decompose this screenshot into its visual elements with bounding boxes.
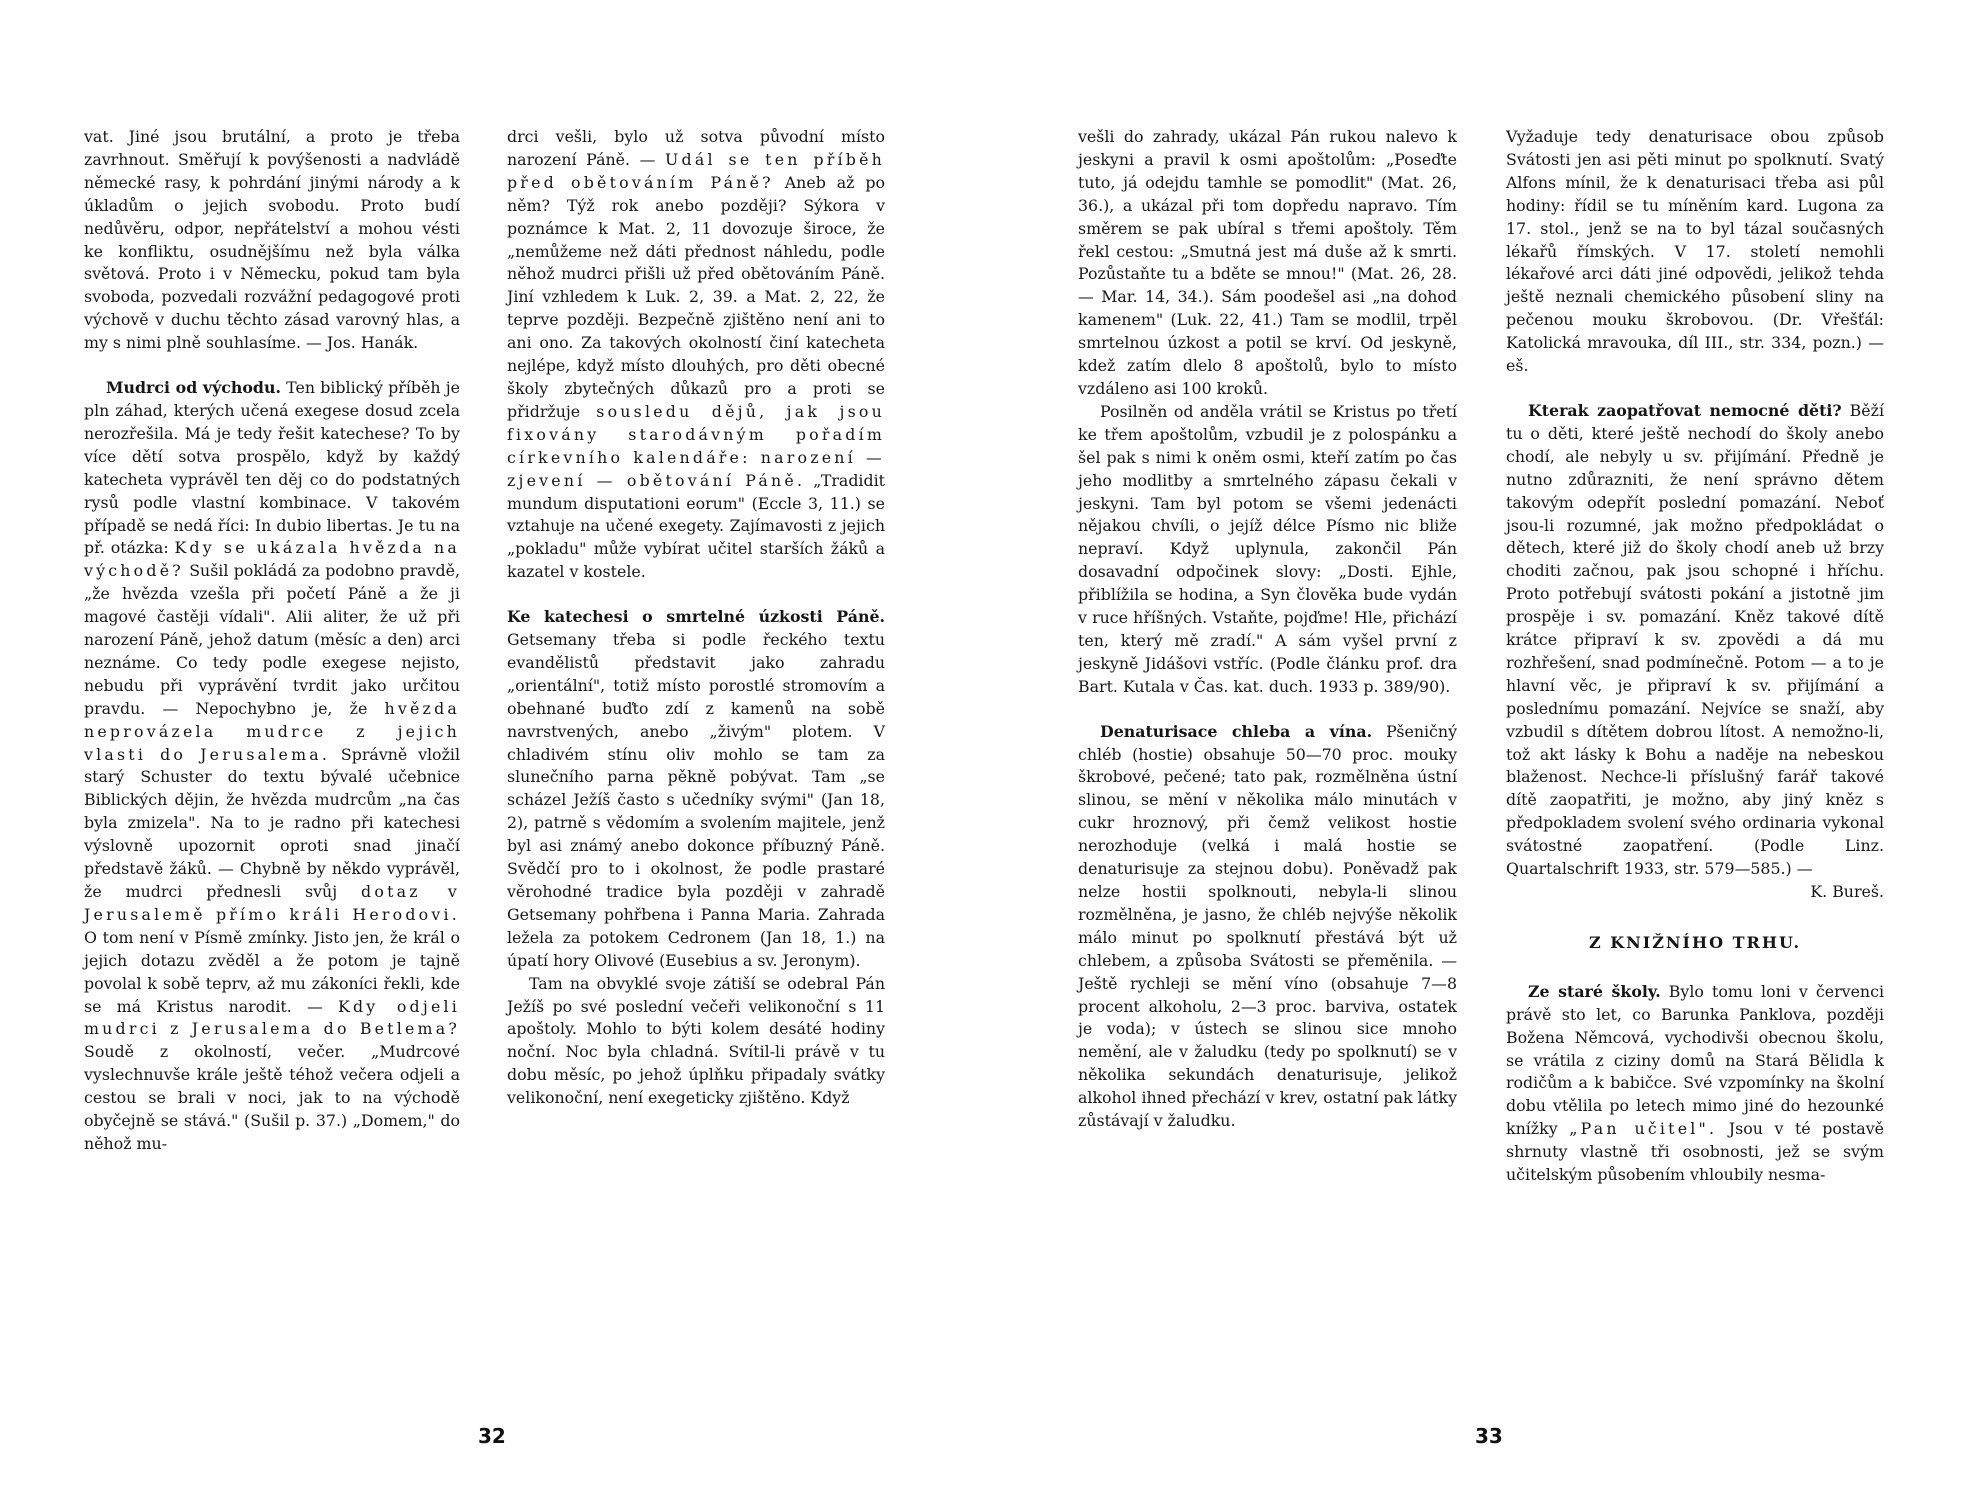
paragraph-garden: vešli do zahrady, ukázal Pán rukou nalevo k jeskyni a pravil k osmi apoštolům: „Poseďte tuto, já odejdu tamhle se pomodlit" (Mat. 26, 36.), a ukázal při tom dopředu napravo. Tím směrem se pak ubíral s třemi apoštoly. Těm řekl cestou: „Smutná jest má duše až k smrti. Pozůstaňte tu a bděte se mnou!" (Mat. 26, 28. — Mar. 14, 34.). Sám poodešel asi „na dohod kamenem" (Luk. 22, 41.) Tam se modlil, trpěl smrtelnou úzkost a potil se krví. Od jeskyně, kdež zatím dlelo 8 apoštolů, bylo to místo vzdáleno asi 100 kroků. [1078, 127, 1457, 398]
paragraph-denaturation-continued: Vyžaduje tedy denaturisace obou způsob Svátosti jen asi pěti minut po spolknutí. Svatý Alfons mínil, že k denaturisaci třeba asi půl hodiny: řídil se tu míněním kard. Lugona za 17. stol., jenž se na to byl tázal současných lékařů římských. V 17. století nemohli lékařové arci dáti jiné odpovědi, jelikož tehda ještě neznali chemického působení sliny na pečenou mouku škrobovou. (Dr. Vřešťál: Katolická mravouka, díl III., str. 334, pozn.) —eš. [1506, 127, 1884, 376]
right-page-column-1 [1078, 126, 1457, 1133]
page-number: 33 [1475, 1424, 1503, 1448]
left-page-column-1 [84, 126, 460, 1156]
right-page-column-2 [1506, 126, 1884, 1187]
paragraph-sick-children: Kterak zaopatřovat nemocné děti? Běží tu o děti, které ještě nechodí do školy anebo chodí, ale nebyly u sv. přijímání. Předně je nutno zdůrazniti, že není správno dětem takovým odepřít poslední pomazání. Neboť jsou-li rozumné, jak možno předpokládat o dětech, které již do školy chodí aneb už brzy choditi začnou, pak jsou schopné i hříchu. Proto potřebují svátosti pokání a jistotně jim prospěje i sv. pomazání. Kněz takové dítě krátce připraví k sv. zpovědi a dá mu rozhřešení, snad podmínečně. Potom — a to je hlavní věc, je připraví k sv. přijímání a poslednímu pomazání. Nejvíce se snaží, aby vzbudil s dítětem dobrou lítost. A nemožno-li, tož akt lásky k Bohu a naděje na nebeskou blaženost. Nechce-li příslušný farář takové dítě zaopatřiti, je možno, aby jiný kněz s předpokladem svolení svého ordinaria vykonal svátostné zaopatření. (Podle Linz. Quartalschrift 1933, str. 579—585.) — [1506, 400, 1884, 879]
paragraph-strengthened: Posilněn od anděla vrátil se Kristus po třetí ke třem apoštolům, vzbudil je z polospánku a šel pak s nimi k oněm osmi, kteří zatím po čas jeho modlitby a smrtelného zápasu čekali v jeskyni. Tam byl potom se všemi jedenácti nějakou chvíli, o jejíž délce Písmo nic bliže nepraví. Když uplynula, zakončil Pán dosavadní odpočinek slovy: „Dosti. Ejhle, přiblížila se hodina, a Syn člověka bude vydán v ruce hříšných. Vstaňte, pojďme! Hle, přichází ten, který mě zradí." A sám vyšel první z jeskyně Jidášovi vstříc. (Podle článku prof. dra Bart. Kutala v Čas. kat. duch. 1933 p. 389/90). [1078, 401, 1457, 696]
paragraph-magi-continued: drci vešli, bylo už sotva původní místo narození Páně. — Udál se ten příběh před obětováním Páně? Aneb až po něm? Týž rok anebo později? Sýkora v poznámce k Mat. 2, 11 dovozuje široce, že „nemůžeme než dáti přednost náhledu, podle něhož mudrci přišli už před obětováním Páně. Jiní vzhledem k Luk. 2, 39. a Mat. 2, 22, že teprve později. Bezpečně zjištěno není ani to ani ono. Za takových okolností činí katecheta nejlépe, když místo dlouhých, pro děti obecné školy zbytečných důkazů pro a proti se přidržuje sousledu dějů, jak jsou fixovány starodávným pořadím církevního kalendáře: narození — zjevení — obětování Páně. „Tradidit mundum disputationi eorum" (Eccle 3, 11.) se vztahuje na učené exegety. Zajímavosti z jejich „pokladu" může vybírat učitel starších žáků a kazatel v kostele. [507, 127, 886, 582]
section-title-sick-children: Kterak zaopatřovat nemocné děti? [1528, 400, 1842, 420]
paragraph-brutal-methods: vat. Jiné jsou brutální, a proto je třeba zavrhnout. Směřují k povýšenosti a nadvládě německé rasy, k pohrdání jinými národy a k úkladům o jejich svobodu. Proto budí nedůvěru, odpor, nepřátelství a mohou vésti ke konfliktu, osudnějšímu než byla válka světová. Proto i v Německu, pokud tam byla svoboda, pozvedali rozvážní pedagogové proti výchově v duchu těchto zásad varovný hlas, a my s nimi plně souhlasíme. — Jos. Hanák. [84, 127, 460, 353]
page-number: 32 [478, 1424, 506, 1448]
paragraph-old-school: Ze staré školy. Bylo tomu loni v červenci právě sto let, co Barunka Panklova, později Božena Němcová, vychodivši obecnou školu, se vrátila z ciziny domů na Stará Bělidla k rodičům a k babičce. Své vzpomínky na školní dobu vtělila po letech mimo jiné do hezounké knížky „Pan učitel". Jsou v té postavě shrnuty vlastně tři osobnosti, jež se svým učitelským působením vhloubily nesma- [1506, 981, 1885, 1185]
paragraph-magi: Mudrci od východu. Ten biblický příběh je pln záhad, kterých učená exegese dosud zcela nerozřešila. Má je tedy řešit katechese? To by více dětí sotva prospělo, když by každý katecheta vyprávěl ten děj co do podstatných rysů podle vlastní kombinace. V takovém případě se nedá říci: In dubio libertas. Je tu na př. otázka: Kdy se ukázala hvězda na východě? Sušil pokládá za podobno pravdě, „že hvězda vzešla při početí Páně a že ji magové častěji vídali". Alii aliter, že už při narození Páně, jehož datum (měsíc a den) arci neznáme. Co tedy podle exegese nejisto, nebudu při vyprávění tvrdit jako určitou pravdu. — Nepochybno je, že hvězda neprovázela mudrce z jejich vlasti do Jerusalema. Správně vložil starý Schuster do textu bývalé učebnice Biblických dějin, že hvězda mudrcům „na čas byla zmizela". Na to je radno při katechesi výslovně upozornit oproti snad jinačí představě žáků. — Chybně by někdo vyprávěl, že mudrci přednesli svůj dotaz v Jerusalemě přímo králi Herodovi. O tom není v Písmě zmínky. Jisto jen, že král o jejich dotazu zvěděl a že potom je tajně povolal k sobě teprv, až mu zákoníci řekli, kde se má Kristus narodit. — Kdy odjeli mudrci z Jerusalema do Betlema? Soudě z okolností, večer. „Mudrcové vyslechnuvše krále ještě téhož večera odjeli a cestou se brali v noci, jak to na východě obyčejně se stává." (Sušil p. 37.) „Domem," do něhož mu- [84, 378, 461, 1153]
paragraph-agony: Ke katechesi o smrtelné úzkosti Páně. Getsemany třeba si podle řeckého textu evandělistů představit jako zahradu „orientální", totiž místo porostlé stromovím a obehnané buďto zdí z kamenů na sobě navrstvených, anebo „živým" plotem. V chladivém stínu oliv mohlo se tam za slunečního parna pěkně pobývat. Tam „se scházel Ježíš často s učedníky svými" (Jan 18, 2), patrně s vědomím a svolením majitele, jenž byl asi známý anebo dokonce příbuzný Páně. Svědčí pro to i okolnost, že podle prastaré věrohodné tradice byla později v zahradě Getsemany pohřbena i Panna Maria. Zahrada ležela za potokem Cedronem (Jan 18, 1.) na úpatí hory Olivové (Eusebius a sv. Jeronym). [507, 607, 885, 970]
paragraph-denaturation: Denaturisace chleba a vína. Pšeničný chléb (hostie) obsahuje 50—70 proc. mouky škrobové, pečené; tato pak, rozmělněna ústní slinou, se mění v několika málo minutách v cukr hroznový, při čemž velikost hostie nerozhoduje (velká i malá hostie se denaturisuje za stejnou dobu). Poněvadž pak nelze hostii spolknouti, nebyla-li slinou rozmělněna, je jasno, že chléb nejvýše několik málo minut po spolknutí přestává být už chlebem, a způsoba Svátosti se přeměnila. — Ještě rychleji se mění víno (obsahuje 7—8 procent alkoholu, 2—3 proc. barviva, ostatek je voda); v ústech se slinou sice mnoho nemění, ale v žaludku (tedy po spolknutí) se v několika sekundách denaturisuje, jelikož alkohol ihned přechází v krev, ostatní pak látky zůstávají v žaludku. [1078, 721, 1457, 1131]
paragraph-agony-2: Tam na obvyklé svoje zátiší se odebral Pán Ježíš po své poslední večeři velikonoční s 11 apoštoly. Mohlo to býti kolem desáté hodiny noční. Noc byla chladná. Svítil-li právě v tu dobu měsíc, po jehož úplňku připadaly svátky velikonoční, není exegeticky zjištěno. Když [507, 973, 885, 1108]
section-title-denaturation: Denaturisace chleba a vína. [1100, 721, 1373, 741]
section-title-agony: Ke katechesi o smrtelné úzkosti Páně. [507, 607, 885, 627]
right-page [993, 0, 1986, 1500]
section-heading-book-market: Z KNIŽNÍHO TRHU. [1588, 932, 1802, 952]
section-title-old-school: Ze staré školy. [1528, 981, 1661, 1001]
left-page-column-2 [507, 126, 885, 1110]
author-signature: K. Bureš. [1810, 882, 1884, 901]
section-title-magi: Mudrci od východu. [106, 378, 281, 398]
